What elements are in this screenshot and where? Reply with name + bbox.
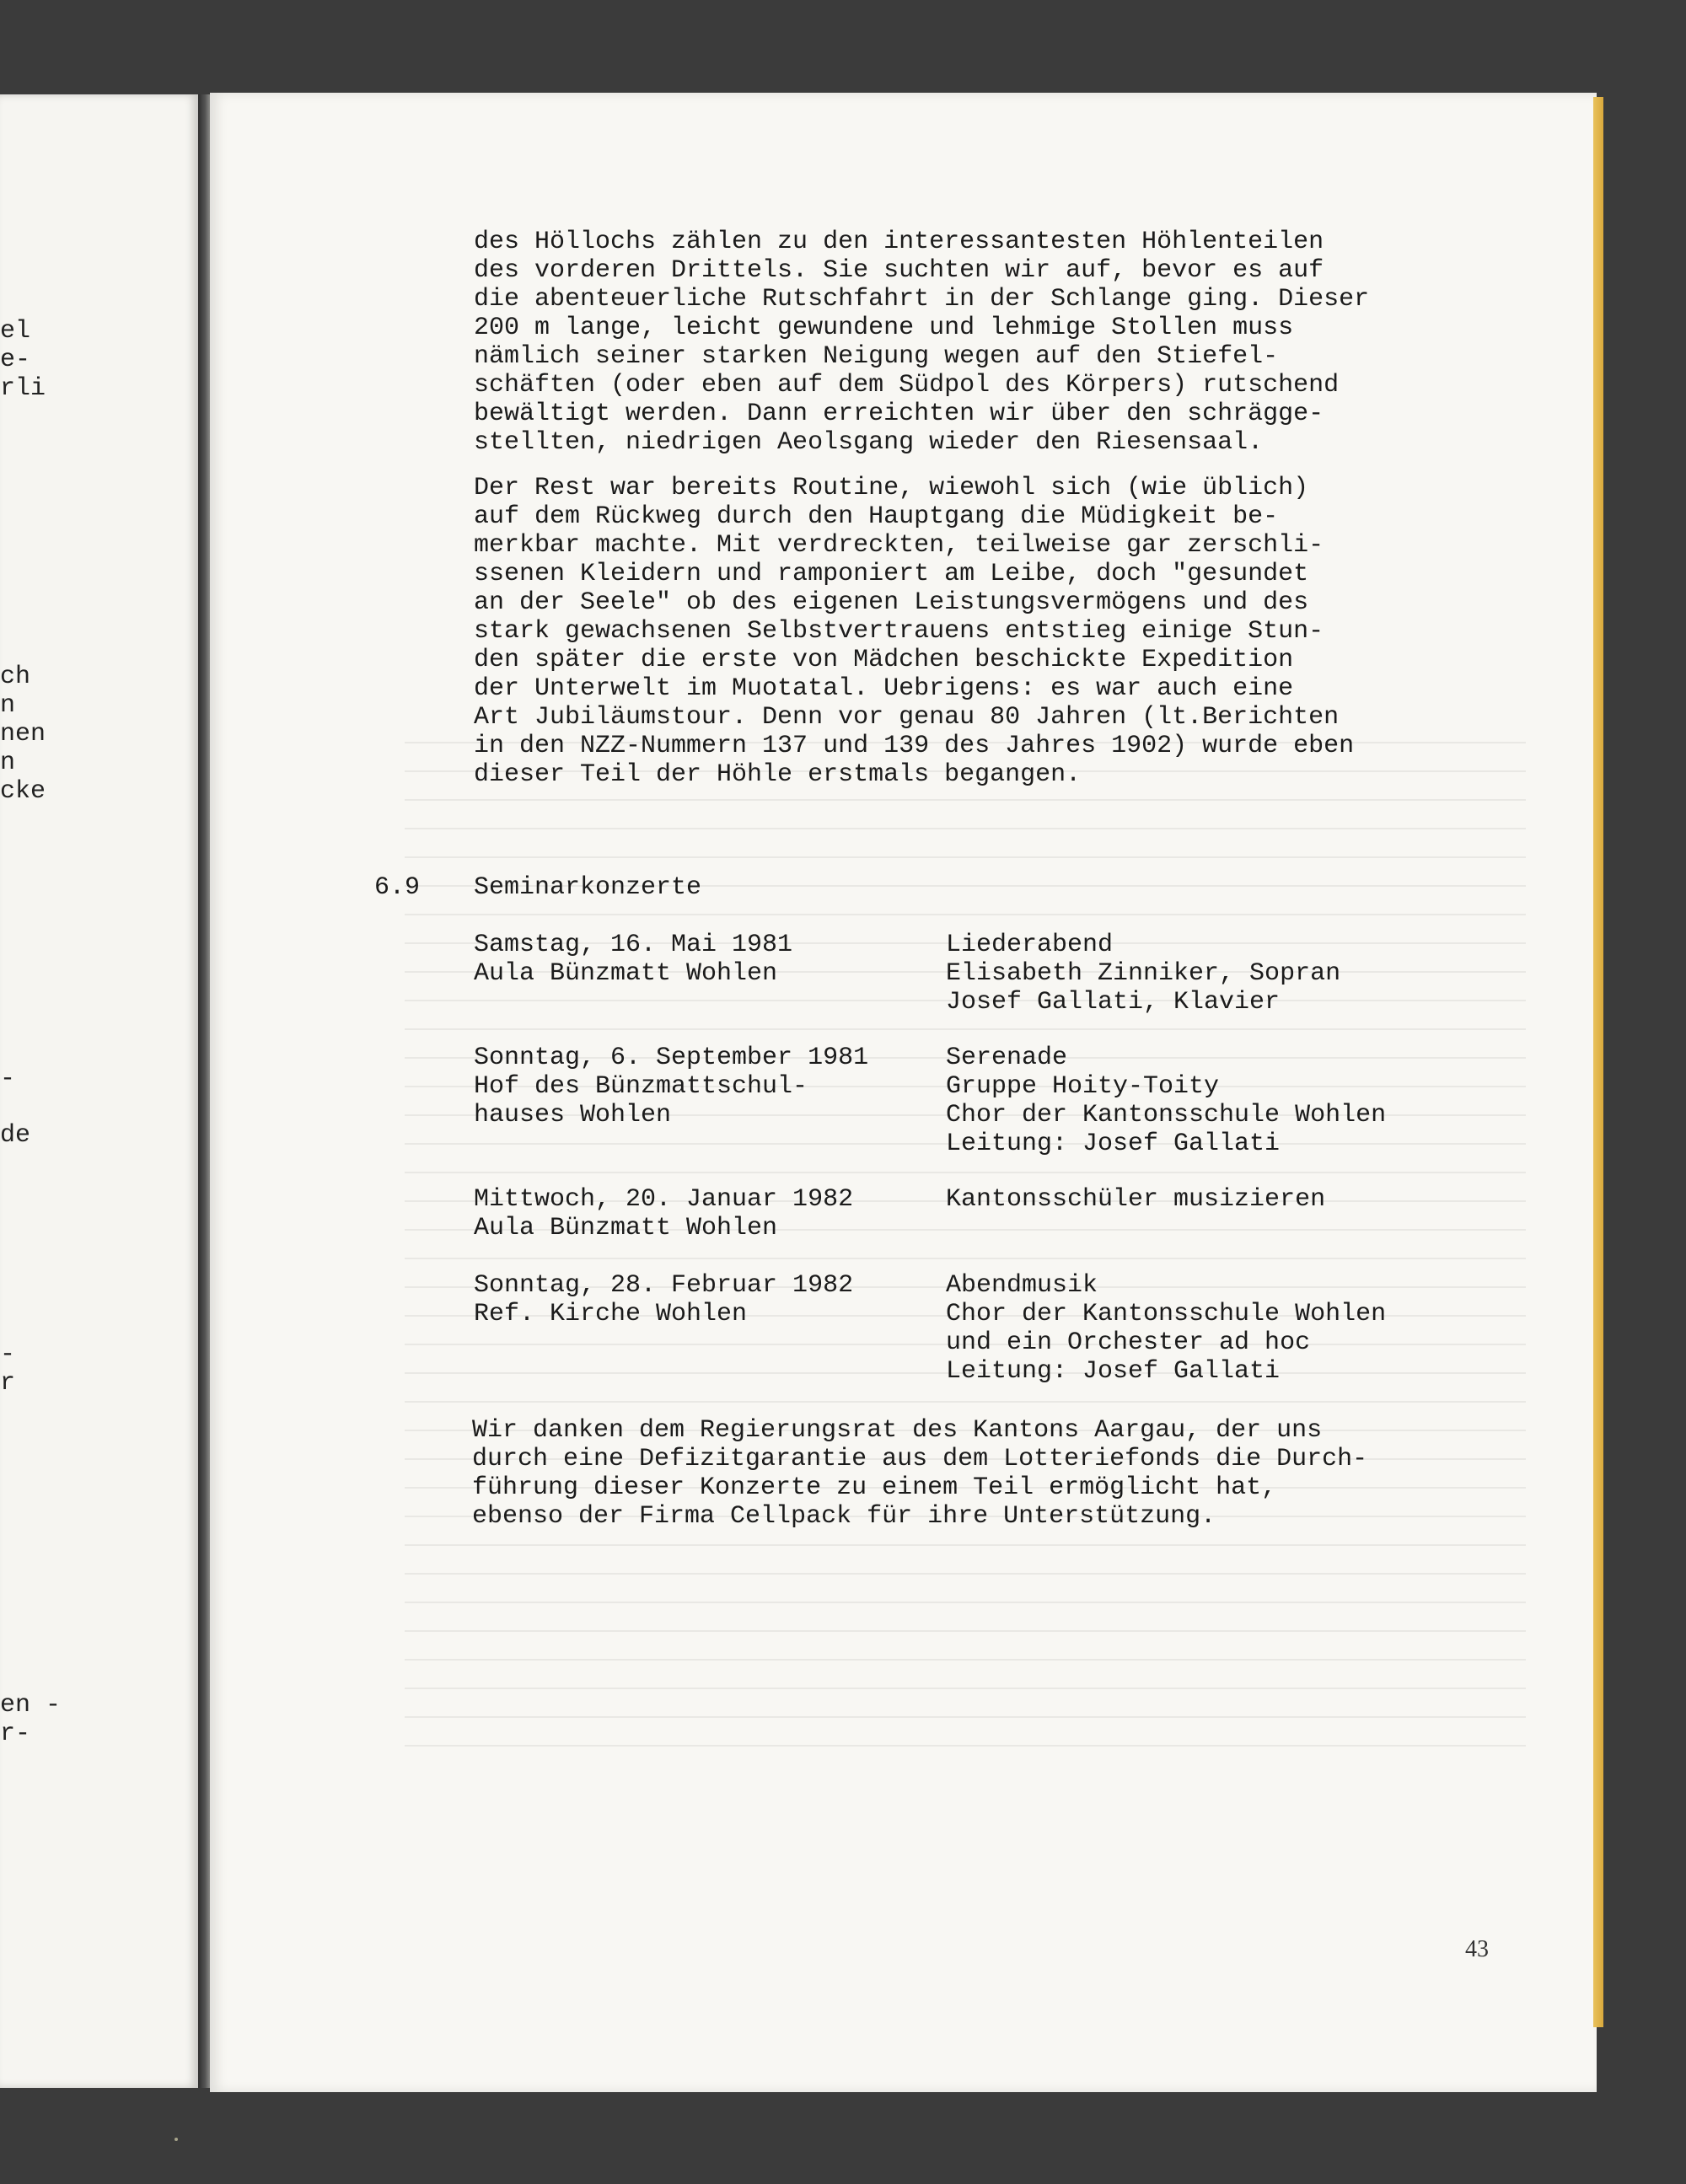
- left-page-text-fragment: rli: [0, 374, 46, 403]
- concert-program: Liederabend Elisabeth Zinniker, Sopran Josef Gallati, Klavier: [946, 931, 1341, 1017]
- scan-speck: [175, 2138, 178, 2141]
- section-title: Seminarkonzerte: [474, 873, 702, 902]
- concert-program: Abendmusik Chor der Kantonsschule Wohlen und ein Orchester ad hoc Leitung: Josef Gallati: [946, 1271, 1387, 1386]
- left-page-text-fragment: en -: [0, 1691, 62, 1720]
- book-gutter: [198, 94, 210, 2088]
- left-page-text-fragment: r-: [0, 1720, 31, 1748]
- concert-date-venue: Sonntag, 6. September 1981 Hof des Bünzmattschul- hauses Wohlen: [474, 1044, 869, 1130]
- page-stack-edge: [1593, 97, 1603, 2027]
- left-page-text-fragment: nen: [0, 720, 46, 749]
- left-page-text-fragment: de: [0, 1121, 31, 1150]
- closing-acknowledgement: Wir danken dem Regierungsrat des Kantons Aargau, der uns durch eine Defizitgarantie aus dem Lotteriefonds die Durch- führung dieser Konzerte zu einem Teil ermöglicht hat, ebenso der Firma Cellpack für ihre Unterstützung.: [472, 1416, 1368, 1531]
- page-number: 43: [1465, 1936, 1489, 1962]
- left-page-text-fragment: -: [0, 1340, 16, 1369]
- concert-program: Kantonsschüler musizieren: [946, 1185, 1326, 1214]
- left-page-text-fragment: cke: [0, 777, 46, 806]
- left-page-text-fragment: e-: [0, 346, 31, 374]
- left-page-text-fragment: n: [0, 691, 16, 720]
- concert-date-venue: Mittwoch, 20. Januar 1982 Aula Bünzmatt Wohlen: [474, 1185, 854, 1242]
- paragraph-hoelloch: des Höllochs zählen zu den interessantesten Höhlenteilen des vorderen Drittels. Sie suchten wir auf, bevor es auf die abenteuerliche Rutschfahrt in der Schlange ging. Dieser 200 m lange, leicht gewundene und lehmige Stollen muss nämlich seiner starken Neigung wegen auf den Stiefel- schäften (oder eben auf dem Südpol des Körpers) rutschend bewältigt werden. Dann erreichten wir über den schrägge- stellten, niedrigen Aeolsgang wieder den Riesensaal.: [474, 228, 1370, 457]
- concert-date-venue: Samstag, 16. Mai 1981 Aula Bünzmatt Wohlen: [474, 931, 793, 988]
- left-page-text-fragment: ch: [0, 663, 31, 691]
- left-page-text-fragment: -: [0, 1065, 16, 1093]
- left-page-text-fragment: el: [0, 317, 31, 346]
- left-page-text-fragment: r: [0, 1369, 16, 1398]
- concert-program: Serenade Gruppe Hoity-Toity Chor der Kantonsschule Wohlen Leitung: Josef Gallati: [946, 1044, 1387, 1158]
- left-page-edge: [0, 94, 198, 2088]
- paragraph-expedition-return: Der Rest war bereits Routine, wiewohl sich (wie üblich) auf dem Rückweg durch den Hauptgang die Müdigkeit be- merkbar machte. Mit verdreckten, teilweise gar zerschli- ssenen Kleidern und ramponiert am Leibe, doch "gesundet an der Seele" ob des eigenen Leistungsvermögens und des stark gewachsenen Selbstvertrauens entstieg einige Stun- den später die erste von Mädchen beschickte Expedition der Unterwelt im Muotatal. Uebrigens: es war auch eine Art Jubiläumstour. Denn vor genau 80 Jahren (lt.Berichten in den NZZ-Nummern 137 und 139 des Jahres 1902) wurde eben dieser Teil der Höhle erstmals begangen.: [474, 474, 1355, 789]
- left-page-text-fragment: n: [0, 749, 16, 777]
- section-number: 6.9: [374, 873, 421, 902]
- concert-date-venue: Sonntag, 28. Februar 1982 Ref. Kirche Wohlen: [474, 1271, 854, 1328]
